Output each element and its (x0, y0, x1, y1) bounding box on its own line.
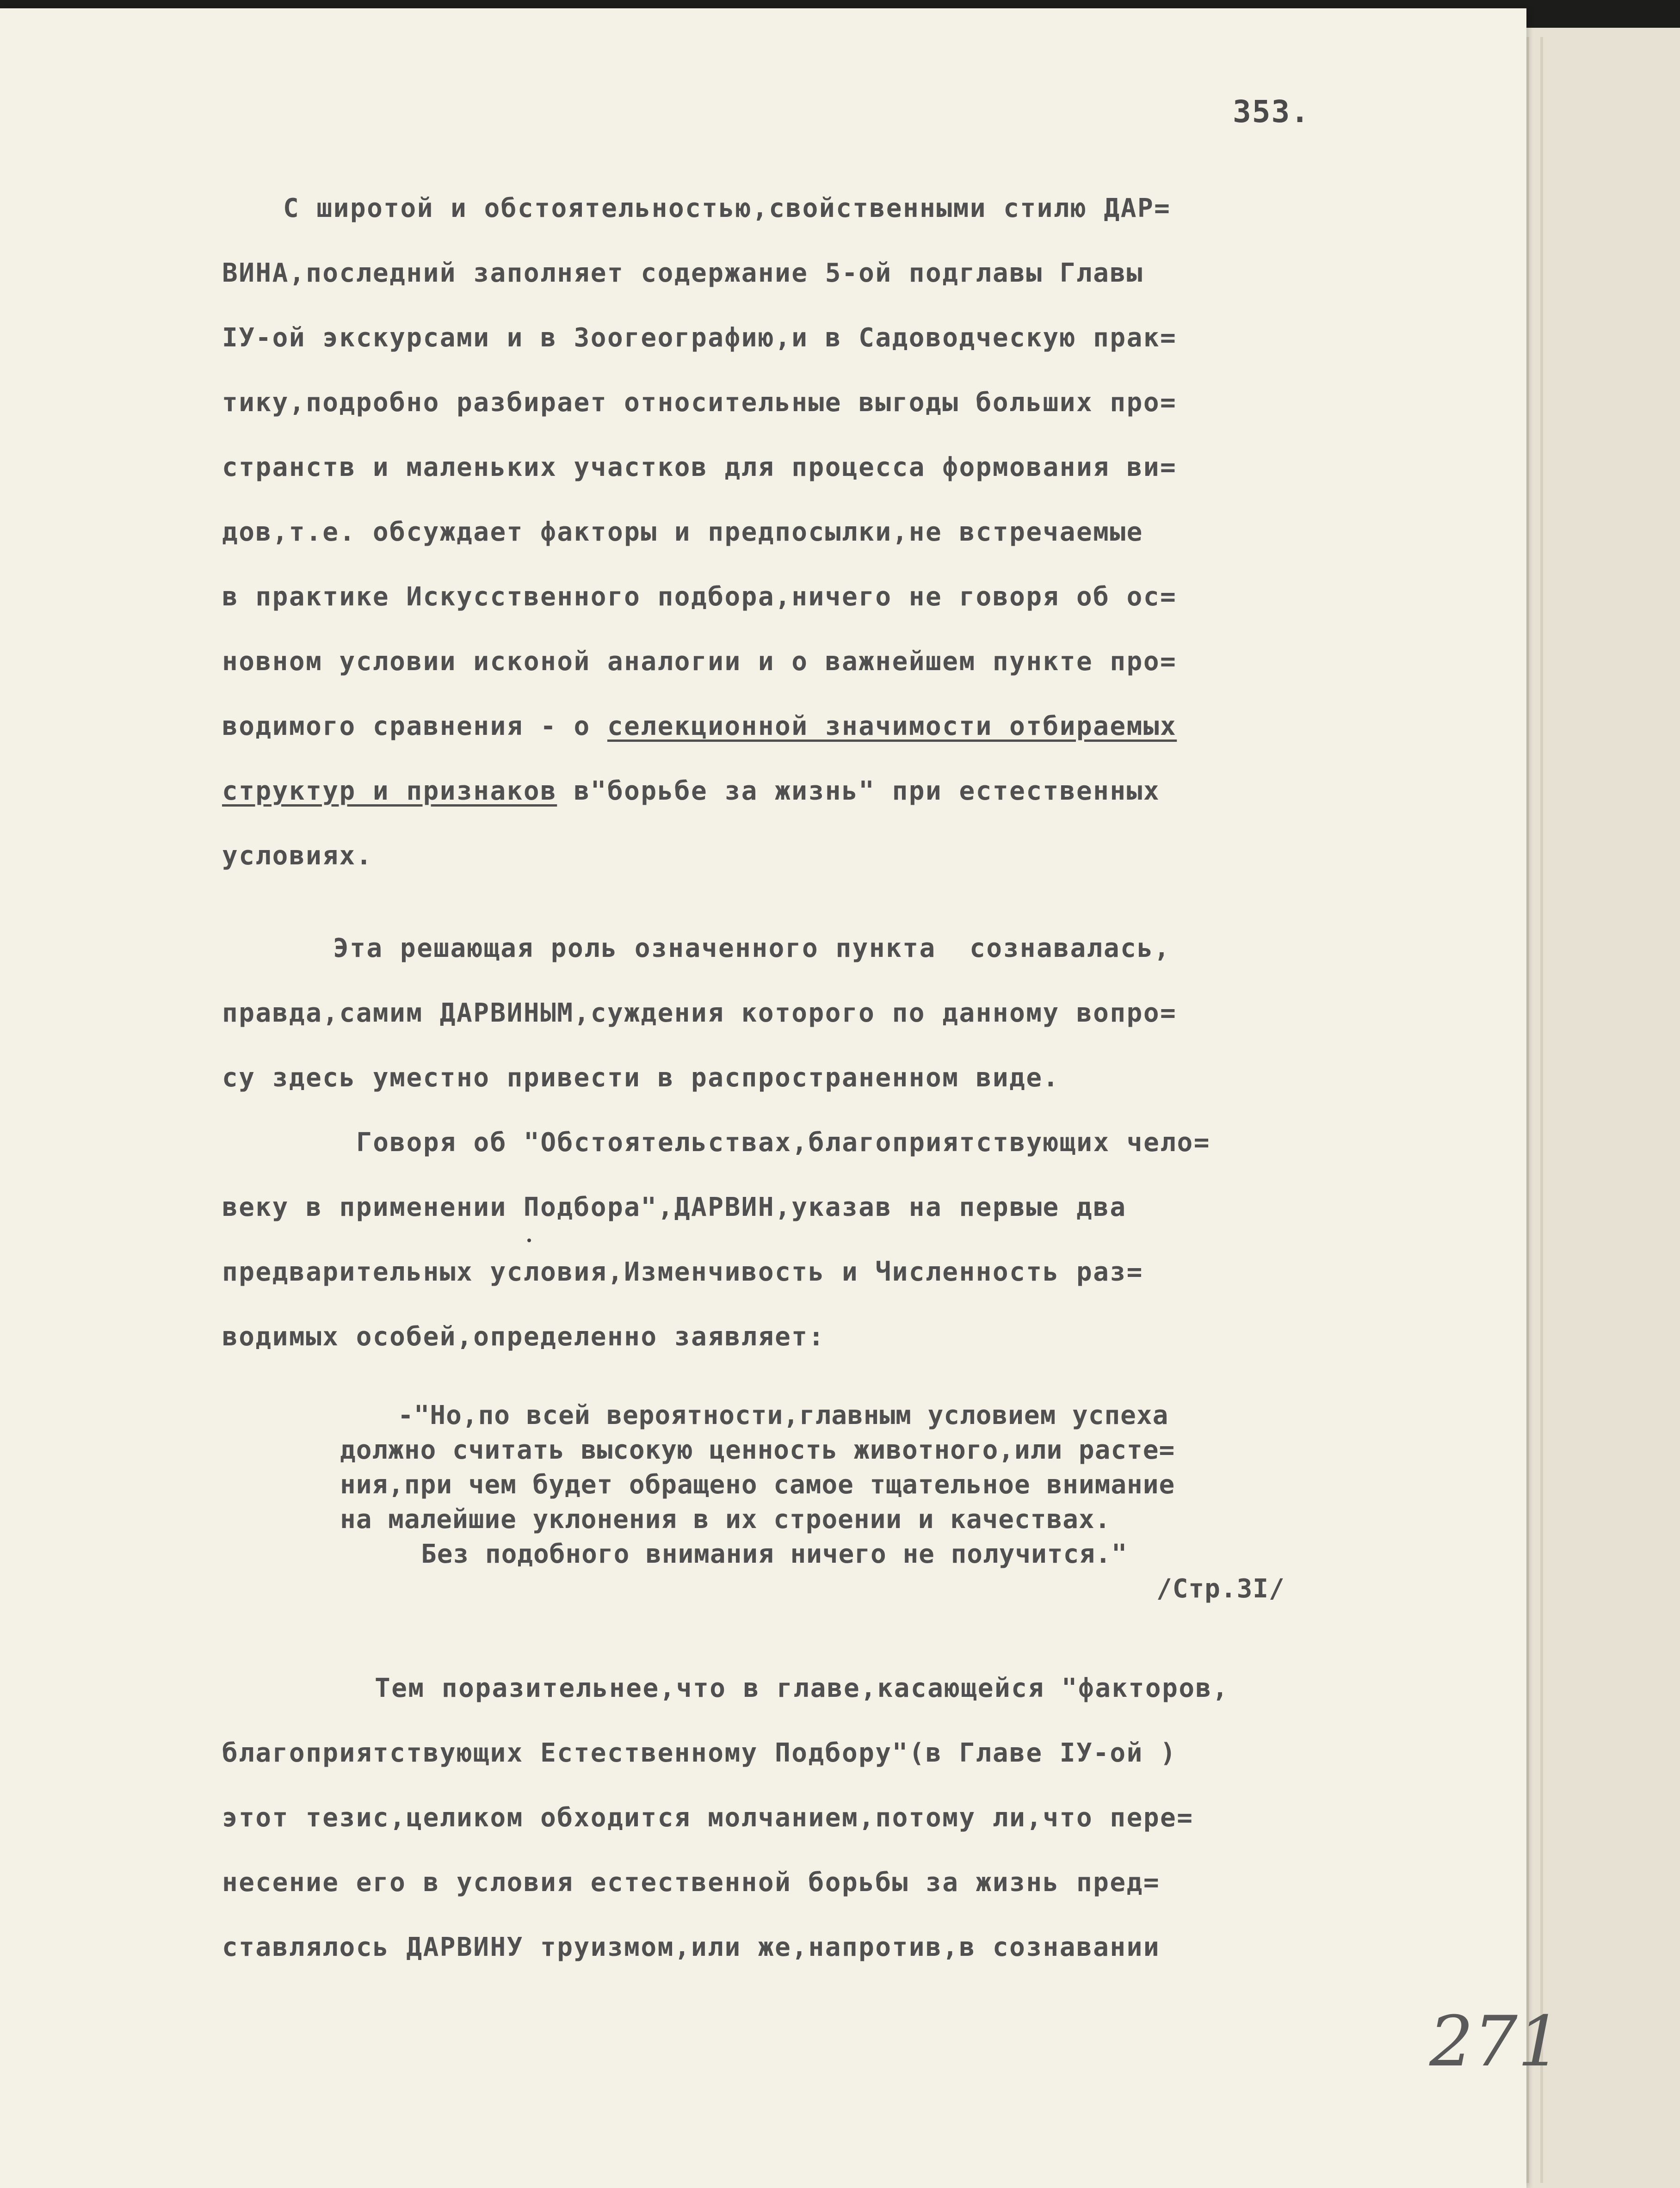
quote-line: должно считать высокую ценность животного,или расте= (340, 1435, 1175, 1465)
text-line: несение его в условия естественной борьбы за жизнь пред= (222, 1868, 1161, 1898)
underlined-phrase: селекционной значимости отбираемых (607, 711, 1177, 741)
text-line: условиях. (222, 841, 373, 871)
text-line: С широтой и обстоятельностью,свойственными стилю ДАР= (283, 193, 1171, 223)
text-line: Эта решающая роль означенного пункта сознавалась, (333, 933, 1171, 963)
text-line: тику,подробно разбирает относительные выгоды больших про= (222, 388, 1177, 418)
underlined-phrase: структур и признаков (222, 776, 557, 806)
text-line (222, 776, 1160, 806)
text-line: дов,т.е. обсуждает факторы и предпосылки,не встречаемые (222, 517, 1143, 547)
page-edge (1540, 37, 1543, 2183)
text-line: новном условии исконой аналогии и о важнейшем пункте про= (222, 647, 1177, 677)
text-line: Тем поразительнее,что в главе,касающейся "факторов, (375, 1673, 1229, 1703)
quote-reference: /Стр.3I/ (1156, 1574, 1285, 1604)
quote-line: -"Но,по всей вероятности,главным условием успеха (398, 1400, 1169, 1430)
typewritten-page (0, 8, 1562, 2188)
page-number: 353. (1233, 94, 1310, 129)
text-line: су здесь уместно привести в распространенном виде. (222, 1063, 1060, 1093)
text-line: в практике Искусственного подбора,ничего не говоря об ос= (222, 582, 1177, 612)
text-line (222, 711, 1177, 741)
text-line: странств и маленьких участков для процесса формования ви= (222, 452, 1177, 482)
quote-line: на малейшие уклонения в их строении и качествах. (340, 1504, 1111, 1535)
handwritten-page-number: 271 (1429, 2002, 1562, 2082)
text-line: благоприятствующих Естественному Подбору"(в Главе IУ-ой ) (222, 1738, 1177, 1768)
ink-speck (527, 1239, 531, 1242)
quote-line: Без подобного внимания ничего не получится." (421, 1539, 1128, 1569)
text-segment: водимого сравнения - о (222, 711, 607, 741)
text-line: ВИНА,последний заполняет содержание 5-ой подглавы Главы (222, 258, 1143, 288)
quote-line: ния,при чем будет обращено самое тщательное внимание (340, 1470, 1175, 1500)
text-line: этот тезис,целиком обходится молчанием,потому ли,что пере= (222, 1803, 1194, 1833)
text-line: водимых особей,определенно заявляет: (222, 1322, 825, 1352)
text-line: ставлялось ДАРВИНУ труизмом,или же,напротив,в сознавании (222, 1932, 1161, 1962)
text-line: веку в применении Подбора",ДАРВИН,указав на первые два (222, 1192, 1127, 1222)
text-line: IУ-ой экскурсами и в Зоогеографию,и в Садоводческую прак= (222, 323, 1177, 353)
text-line: правда,самим ДАРВИНЫМ,суждения которого по данному вопро= (222, 998, 1177, 1028)
text-line: предварительных условия,Изменчивость и Численность раз= (222, 1257, 1143, 1287)
text-segment: в"борьбе за жизнь" при естественных (557, 776, 1161, 806)
page-edge (1526, 37, 1529, 2183)
text-line: Говоря об "Обстоятельствах,благоприятствующих чело= (356, 1128, 1211, 1158)
